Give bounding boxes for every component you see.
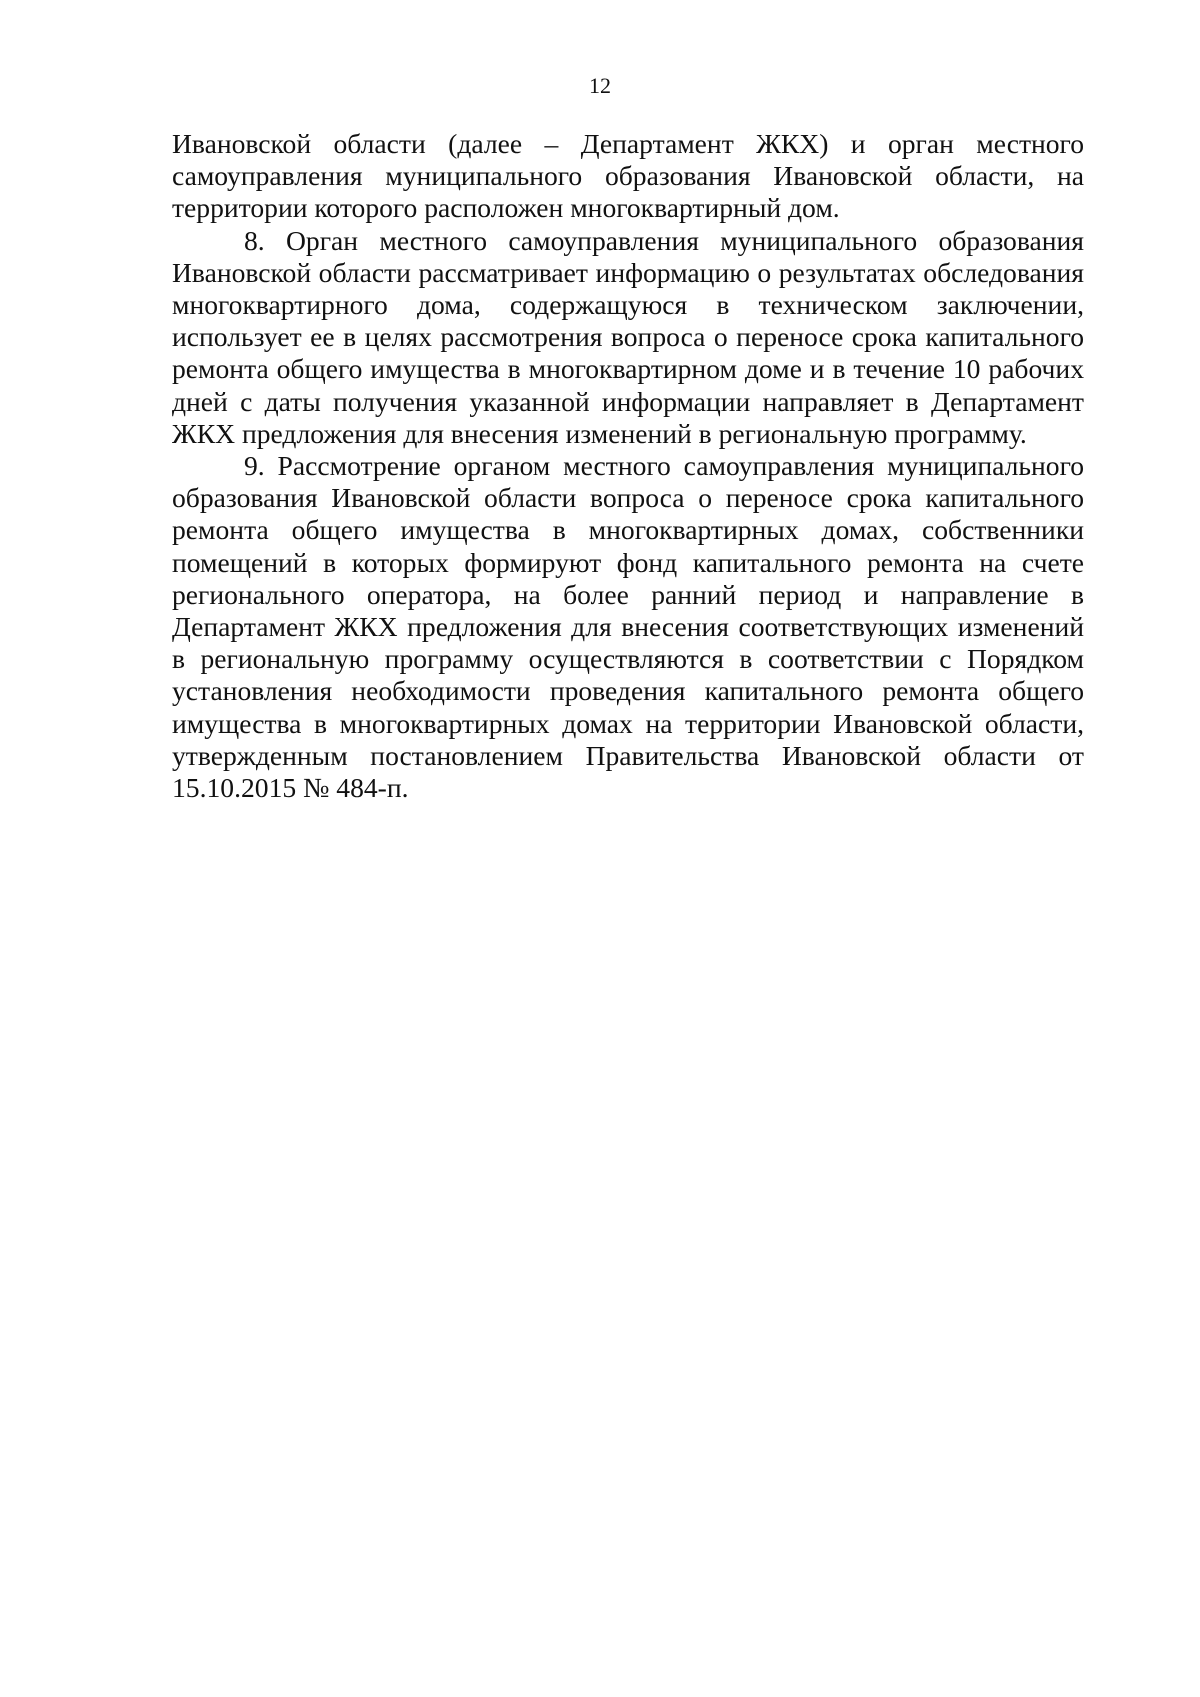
page-number: 12: [589, 73, 611, 98]
paragraph-continuation: Ивановской области (далее – Департамент ЖКХ) и орган местного самоуправления муниципального образования Ивановской области, на территории которого расположен многоквартирный дом.: [172, 128, 1084, 224]
paragraph-item-9: 9. Рассмотрение органом местного самоуправления муниципального образования Ивановской области вопроса о переносе срока капитального ремонта общего имущества в многоквартирных домах, собственники помещений в которых формируют фонд капитального ремонта на счете регионального оператора, на более ранний период и направление в Департамент ЖКХ предложения для внесения соответствующих изменений в региональную программу осуществляются в соответствии с Порядком установления необходимости проведения капитального ремонта общего имущества в многоквартирных домах на территории Ивановской области, утвержденным постановлением Правительства Ивановской области от 15.10.2015 № 484-п.: [172, 450, 1084, 804]
paragraph-item-8: 8. Орган местного самоуправления муниципального образования Ивановской области рассматривает информацию о результатах обследования многоквартирного дома, содержащуюся в техническом заключении, использует ее в целях рассмотрения вопроса о переносе срока капитального ремонта общего имущества в многоквартирном доме и в течение 10 рабочих дней с даты получения указанной информации направляет в Департамент ЖКХ предложения для внесения изменений в региональную программу.: [172, 224, 1084, 449]
document-body: [172, 128, 1084, 804]
